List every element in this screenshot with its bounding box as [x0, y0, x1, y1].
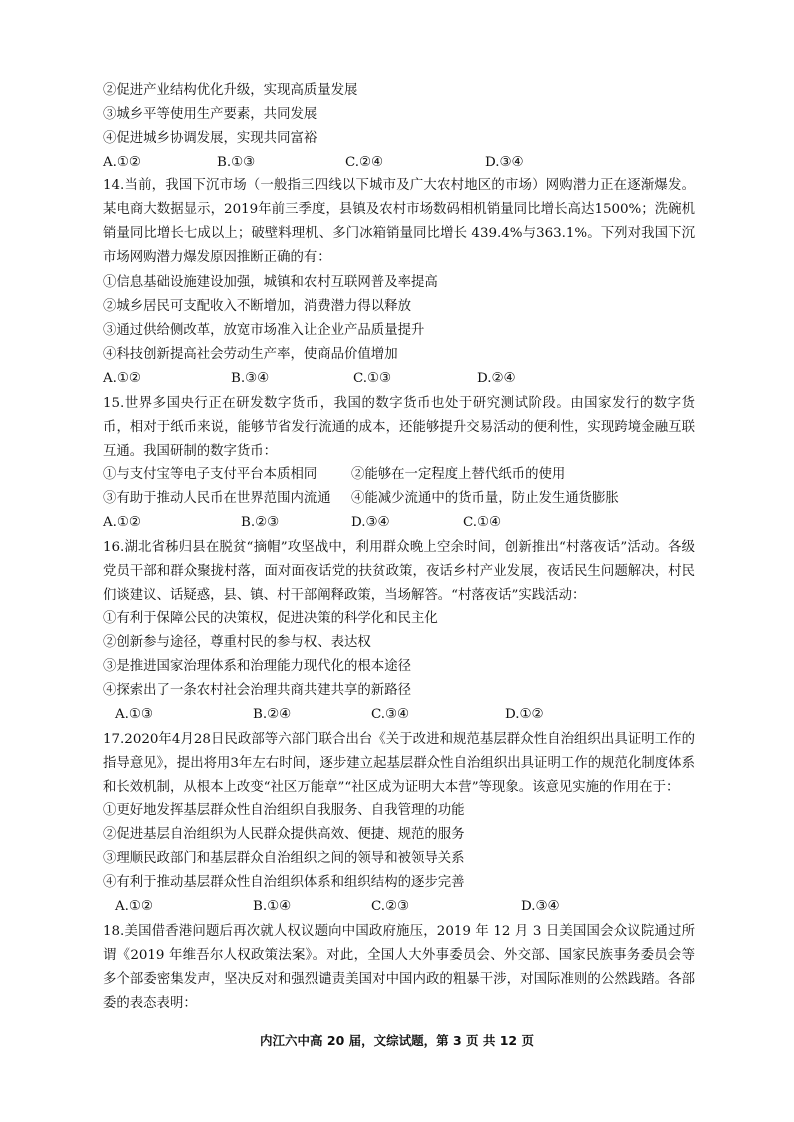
item-line: ②促进产业结构优化升级，实现高质量发展 [103, 83, 358, 98]
item-line: ②城乡居民可支配收入不断增加，消费潜力得以释放 [103, 299, 411, 314]
option: C.②④ [345, 155, 384, 170]
option: A.①③ [115, 707, 153, 722]
option: D.③④ [351, 515, 390, 530]
item-pair-line [103, 464, 693, 486]
item-left: ③有助于推动人民币在世界范围内流通 [103, 491, 331, 506]
item-line: ③是推进国家治理体系和治理能力现代化的根本途径 [103, 659, 411, 674]
option: D.③④ [485, 155, 524, 170]
answer-options [103, 704, 693, 726]
option: C.②③ [371, 899, 410, 914]
item-line: ③通过供给侧改革，放宽市场准入让企业产品质量提升 [103, 323, 425, 338]
item-line: ③理顺民政部门和基层群众自治组织之间的领导和被领导关系 [103, 851, 465, 866]
item-line: ②创新参与途径，尊重村民的参与权、表达权 [103, 635, 371, 650]
item-line: ①有利于保障公民的决策权，促进决策的科学化和民主化 [103, 611, 438, 626]
item-line: ④促进城乡协调发展，实现共同富裕 [103, 131, 318, 146]
item-left: ①与支付宝等电子支付平台本质相同 [103, 467, 318, 482]
question-17-stem: 17.2020年4月28日民政部等六部门联合出台《关于改进和规范基层群众性自治组织出具证明工作的指导意见》，提出将用3年左右时间，逐步建立起基层群众性自治组织出具证明工作的规范化制度体系和长效机制，从根本上改变“社区万能章”“社区成为证明大本营”等现象。该意见实施的作用在于： [103, 732, 695, 795]
item-line: ②促进基层自治组织为人民群众提供高效、便捷、规范的服务 [103, 827, 465, 842]
option: B.①④ [253, 899, 292, 914]
option: D.①② [505, 707, 544, 722]
option: A.①② [103, 155, 141, 170]
option: A.①② [103, 515, 141, 530]
option: D.③④ [521, 899, 560, 914]
answer-options [103, 896, 693, 918]
option: B.③④ [231, 371, 270, 386]
question-18-stem: 18.美国借香港问题后再次就人权议题向中国政府施压，2019 年 12 月 3 日美国国会众议院通过所谓《2019 年维吾尔人权政策法案》。对此，全国人大外事委员会、外交部、国家民族事务委员会等多个部委密集发声，坚决反对和强烈谴责美国对中国内政的粗暴干涉，对国际准则的公然践踏。各部委的表态表明： [103, 924, 695, 1011]
option: B.①③ [217, 155, 256, 170]
option: C.③④ [371, 707, 410, 722]
item-line: ③城乡平等使用生产要素，共同发展 [103, 107, 318, 122]
item-line: ④科技创新提高社会劳动生产率，使商品价值增加 [103, 347, 398, 362]
option: B.②④ [253, 707, 292, 722]
option: C.①③ [353, 371, 392, 386]
item-line: ④探索出了一条农村社会治理共商共建共享的新路径 [103, 683, 411, 698]
item-line: ①更好地发挥基层群众性自治组织自我服务、自我管理的功能 [103, 803, 465, 818]
option: C.①④ [463, 515, 502, 530]
question-14-stem: 14.当前，我国下沉市场（一般指三四线以下城市及广大农村地区的市场）网购潜力正在逐渐爆发。某电商大数据显示，2019年前三季度，县镇及农村市场数码相机销量同比增长高达1500%；洗碗机销量同比增长七成以上；破壁料理机、多门冰箱销量同比增长 439.4%与363.1%。下列对我国下沉市场网购潜力爆发原因推断正确的有： [103, 178, 695, 265]
option: A.①② [103, 371, 141, 386]
question-16-stem: 16.湖北省秭归县在脱贫“摘帽”攻坚战中，利用群众晚上空余时间，创新推出“村落夜话”活动。各级党员干部和群众聚拢村落，面对面夜话党的扶贫政策，夜话乡村产业发展，夜话民生问题解决，村民们谈建议、话疑惑，县、镇、村干部阐释政策，当场解答。“村落夜话”实践活动： [103, 540, 695, 603]
item-line: ④有利于推动基层群众性自治组织体系和组织结构的逐步完善 [103, 875, 465, 890]
item-right: ②能够在一定程度上替代纸币的使用 [351, 467, 566, 482]
item-line: ①信息基础设施建设加强，城镇和农村互联网普及率提高 [103, 275, 438, 290]
option: B.②③ [241, 515, 280, 530]
answer-options [103, 512, 693, 534]
item-right: ④能减少流通中的货币量，防止发生通货膨胀 [351, 491, 619, 506]
page-footer: 内江六中高 20 届，文综试题，第 3 页 共 12 页 [260, 1033, 534, 1048]
answer-options [103, 368, 693, 390]
option: D.②④ [477, 371, 516, 386]
question-15-stem: 15.世界多国央行正在研发数字货币，我国的数字货币也处于研究测试阶段。由国家发行的数字货币，相对于纸币来说，能够节省发行流通的成本，还能够提升交易活动的便利性，实现跨境金融互联互通。我国研制的数字货币： [103, 396, 695, 459]
answer-options [103, 152, 693, 174]
option: A.①② [115, 899, 153, 914]
item-pair-line [103, 488, 693, 510]
